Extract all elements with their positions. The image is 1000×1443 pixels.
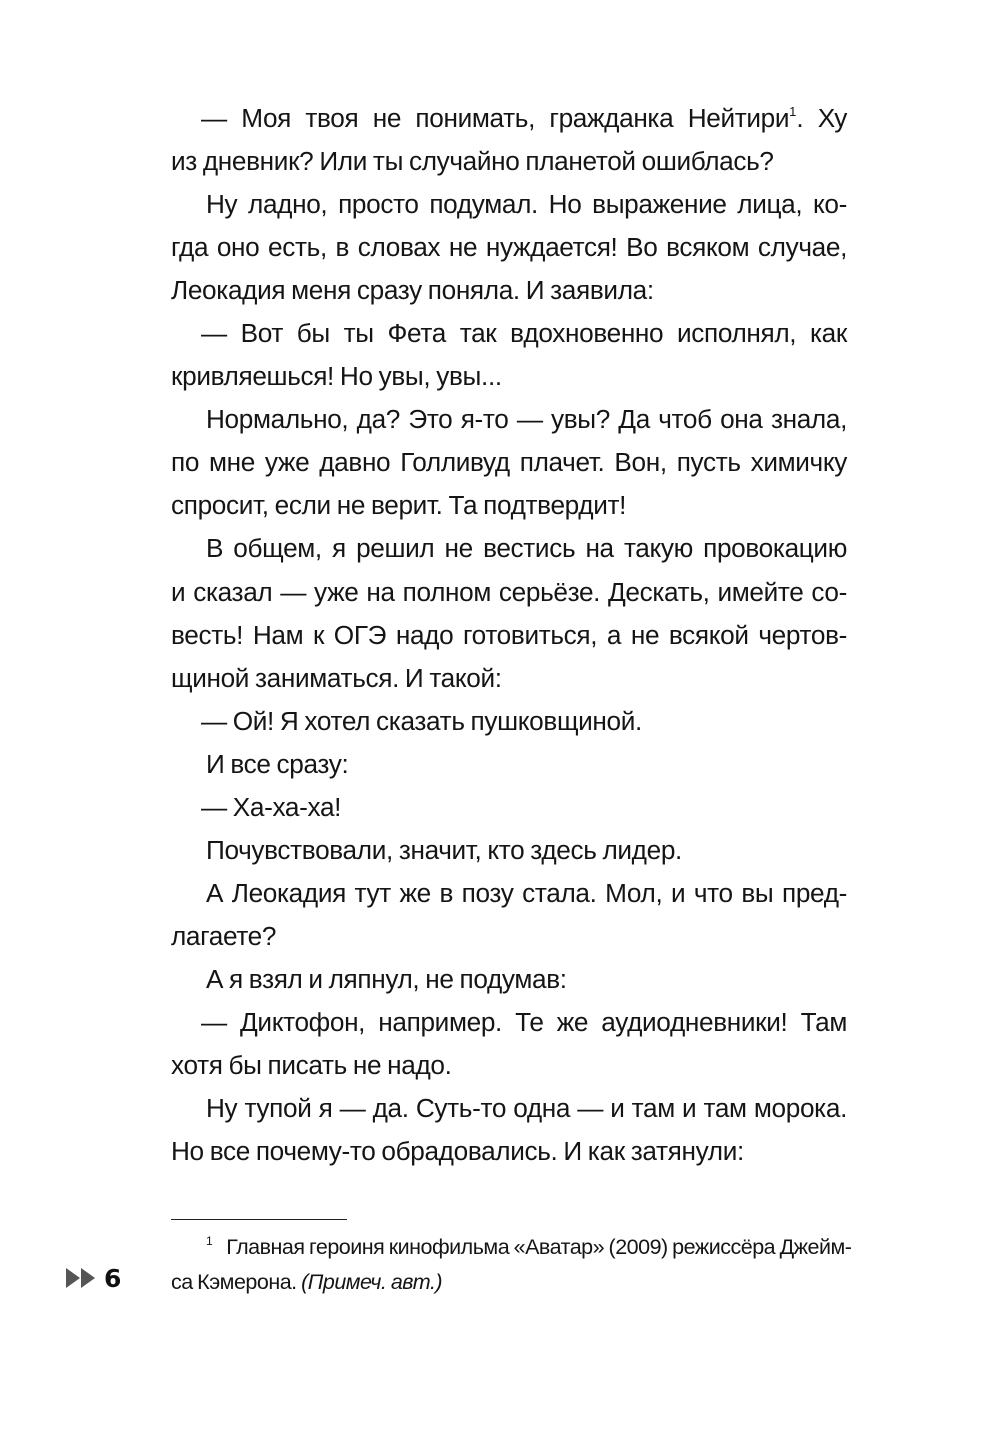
- footnote-line: [171, 1265, 847, 1300]
- footnote-line: [171, 1230, 852, 1265]
- footnote-text: са Кэмерона.: [171, 1270, 297, 1294]
- text-line: Почувствовали, значит, кто здесь лидер.: [206, 834, 682, 865]
- text-line: — Вот бы ты Фета так вдохновенно исполнял, как: [201, 318, 847, 349]
- text-line: — Диктофон, например. Те же аудиодневники! Там: [201, 1006, 847, 1037]
- text-line: В общем, я решил не вестись на такую провокацию: [206, 533, 847, 564]
- text-line: — Ха-ха-ха!: [201, 791, 342, 822]
- text-line: кривляешься! Но увы, увы...: [171, 361, 502, 392]
- text-line: спросит, если не верит. Та подтвердит!: [171, 490, 627, 521]
- text-line: гда оно есть, в словах не нуждается! Во всяком случае,: [171, 232, 847, 263]
- text-line: Ну тупой я — да. Суть-то одна — и там и там морока.: [206, 1093, 847, 1124]
- text-line: [171, 97, 847, 140]
- text-line: — Ой! Я хотел сказать пушковщиной.: [201, 705, 642, 736]
- double-chevron-right-icon: [66, 1267, 100, 1289]
- text-line: щиной заниматься. И такой:: [171, 662, 502, 693]
- text-line: лагаете?: [171, 920, 277, 951]
- footnote-text: Главная героиня кинофильма «Аватар» (2009) режиссёра Джейм-: [226, 1235, 852, 1259]
- body-text: [171, 97, 847, 1173]
- footnote-mark: 1: [206, 1234, 213, 1248]
- text-line: А Леокадия тут же в позу стала. Мол, и что вы пред-: [206, 877, 847, 908]
- page-number-block: [66, 1262, 121, 1294]
- text-line: весть! Нам к ОГЭ надо готовиться, а не всякой чертов-: [171, 619, 847, 650]
- text-line: А я взял и ляпнул, не подумав:: [206, 963, 567, 994]
- line-text: . Ху: [796, 103, 847, 133]
- footnote-author-note: (Примеч. авт.): [301, 1270, 443, 1294]
- text-line: Нормально, да? Это я-то — увы? Да чтоб она знала,: [206, 404, 847, 435]
- line-text: — Моя твоя не понимать, гражданка Нейтири: [201, 103, 790, 133]
- footnote-reference[interactable]: 1: [789, 104, 797, 119]
- text-line: по мне уже давно Голливуд плачет. Вон, пусть химичку: [171, 447, 847, 478]
- text-line: Но все почему-то обрадовались. И как затянули:: [171, 1136, 744, 1167]
- footnote: [171, 1230, 852, 1300]
- text-line: Леокадия меня сразу поняла. И заявила:: [171, 275, 654, 306]
- page-number: 6: [104, 1263, 122, 1293]
- text-line: хотя бы писать не надо.: [171, 1050, 452, 1081]
- text-line: из дневник? Или ты случайно планетой ошиблась?: [171, 146, 774, 177]
- footnote-divider: [171, 1219, 347, 1220]
- text-line: и сказал — уже на полном серьёзе. Дескать, имейте со-: [171, 576, 847, 607]
- text-line: Ну ладно, просто подумал. Но выражение лица, ко-: [206, 189, 847, 220]
- text-line: И все сразу:: [206, 748, 349, 779]
